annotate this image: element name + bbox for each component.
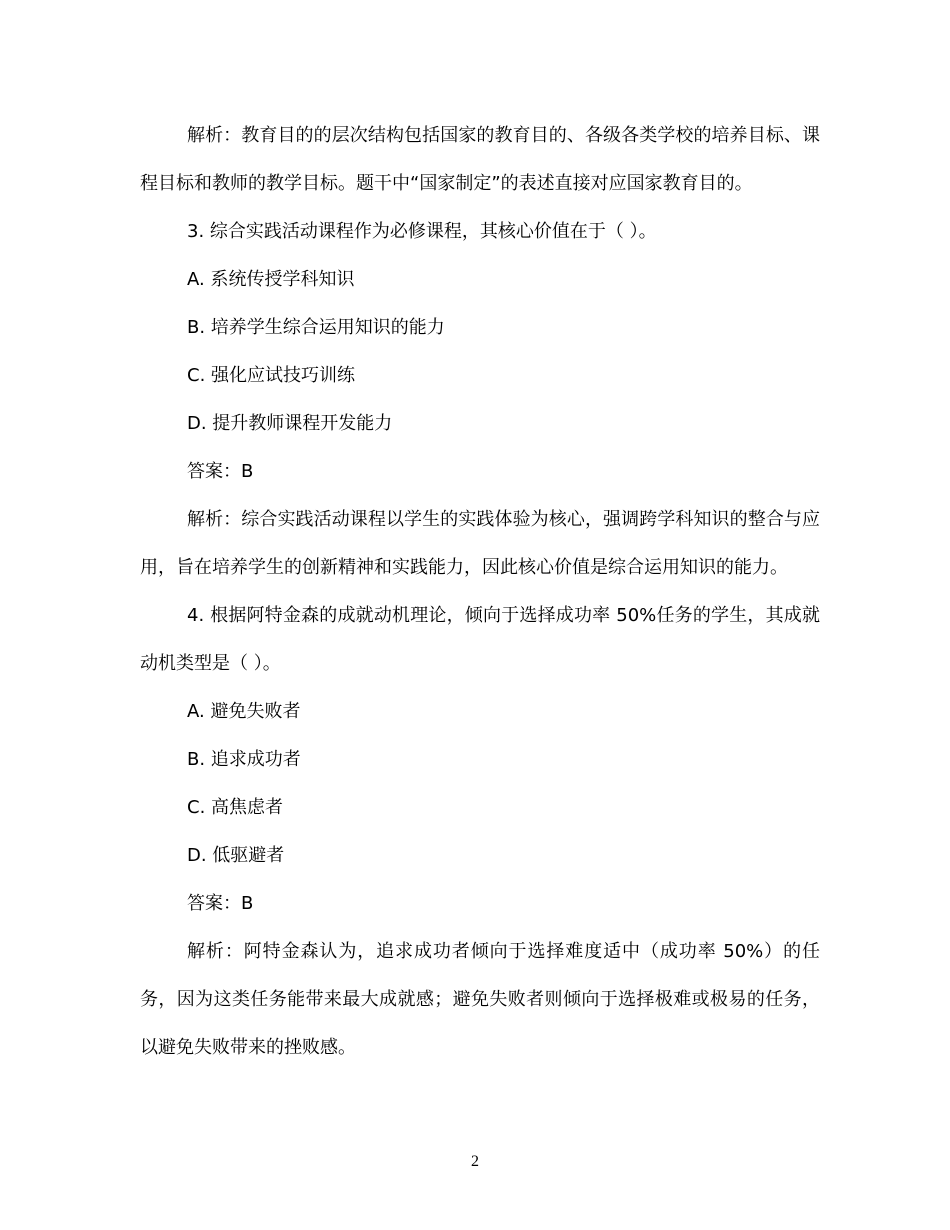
page-number: 2: [471, 1153, 479, 1170]
question-3-stem: 3. 综合实践活动课程作为必修课程，其核心价值在于（ ）。: [187, 221, 657, 242]
question-3-option-c: C. 强化应试技巧训练: [187, 365, 356, 386]
question-4-answer: 答案：B: [187, 893, 254, 914]
question-3-answer: 答案：B: [187, 461, 254, 482]
question-3-option-a: A. 系统传授学科知识: [187, 269, 355, 290]
analysis-paragraph-q2: 解析：教育目的的层次结构包括国家的教育目的、各级各类学校的培养目标、课程目标和教师的教学目标。题干中“国家制定”的表述直接对应国家教育目的。: [140, 125, 820, 194]
question-4-option-c: C. 高焦虑者: [187, 797, 284, 818]
question-3-option-d: D. 提升教师课程开发能力: [187, 413, 393, 434]
question-4-stem: 4. 根据阿特金森的成就动机理论，倾向于选择成功率 50%任务的学生，其成就动机类型是（ ）。: [140, 605, 820, 674]
question-3-option-b: B. 培养学生综合运用知识的能力: [187, 317, 445, 338]
analysis-paragraph-q3: 解析：综合实践活动课程以学生的实践体验为核心，强调跨学科知识的整合与应用，旨在培养学生的创新精神和实践能力，因此核心价值是综合运用知识的能力。: [140, 509, 820, 578]
page-content: [140, 112, 820, 1072]
question-4-option-d: D. 低驱避者: [187, 845, 285, 866]
analysis-paragraph-q4: 解析：阿特金森认为，追求成功者倾向于选择难度适中（成功率 50%）的任务，因为这类任务能带来最大成就感；避免失败者则倾向于选择极难或极易的任务，以避免失败带来的挫败感。: [140, 941, 820, 1058]
question-4-option-a: A. 避免失败者: [187, 701, 301, 722]
question-4-option-b: B. 追求成功者: [187, 749, 301, 770]
